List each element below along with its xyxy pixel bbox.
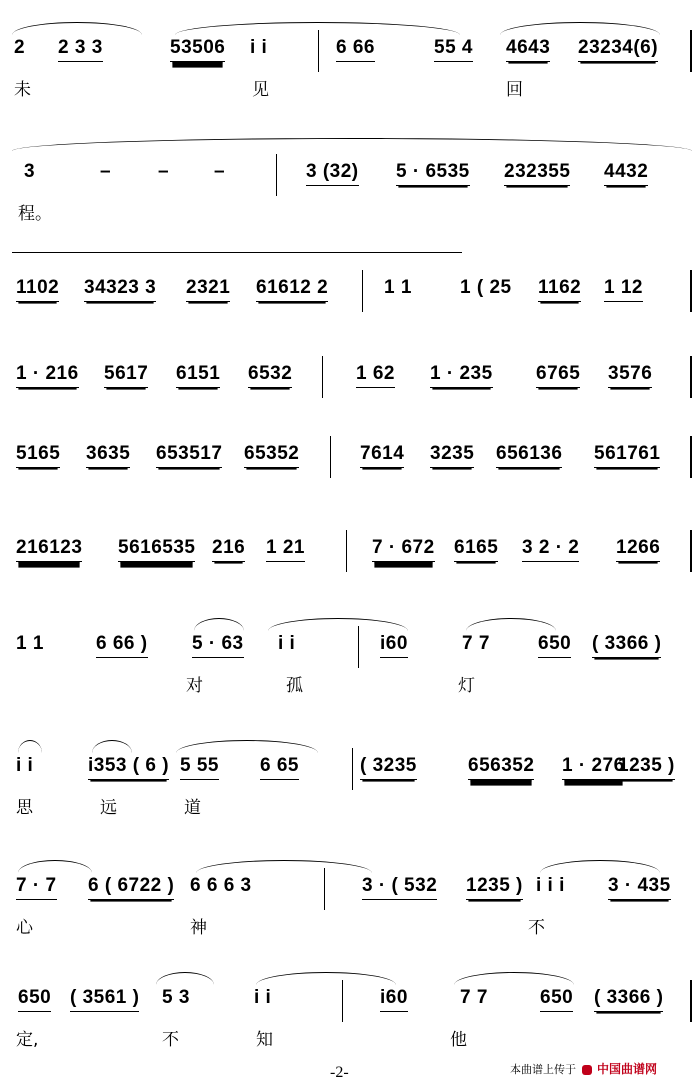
lyric: 道 [184, 798, 201, 818]
note-group: 61612 2 [256, 276, 328, 302]
source-credit [510, 1060, 657, 1077]
note-group: 232355 [504, 160, 570, 186]
note-group: 1 62 [356, 362, 395, 388]
slur [12, 252, 462, 265]
note-group: 5 · 63 [192, 632, 244, 658]
note-group: 6 66 [336, 36, 375, 62]
slur [12, 22, 142, 35]
note-group: ( 3366 ) [594, 986, 663, 1012]
bar-line [690, 436, 692, 478]
bar-line [362, 270, 363, 312]
note-group: 7 7 [460, 987, 488, 1008]
site-logo-text: 中国曲谱网 [597, 1062, 658, 1076]
lyric: 远 [100, 798, 117, 818]
bar-line [342, 980, 343, 1022]
slur [18, 860, 92, 873]
note-group: 5 3 [162, 987, 190, 1008]
note-group: 3576 [608, 362, 652, 388]
note-group: 1 · 276 [562, 754, 625, 780]
note-group: 5617 [104, 362, 148, 388]
note-group: 2 [14, 37, 26, 58]
site-logo-icon [582, 1065, 592, 1075]
source-text: 本曲谱上传于 [510, 1063, 576, 1076]
slur [18, 740, 42, 753]
bar-line [690, 356, 692, 398]
slur [12, 138, 692, 151]
bar-line [690, 270, 692, 312]
lyric: 灯 [458, 676, 475, 696]
slur [454, 972, 574, 985]
bar-line [330, 436, 331, 478]
note-group: 5 55 [180, 754, 219, 780]
note-group: 5 · 6535 [396, 160, 470, 186]
slur [156, 972, 214, 985]
note-group: 1 21 [266, 536, 305, 562]
note-group: 6 66 ) [96, 632, 148, 658]
note-group: 2 3 3 [58, 36, 103, 62]
lyric: 见 [252, 80, 269, 100]
lyric: 程。 [18, 204, 52, 224]
note-group: 1 · 216 [16, 362, 79, 388]
note-group: 3635 [86, 442, 130, 468]
slur [194, 618, 244, 631]
note-group: 7 7 [462, 633, 490, 654]
lyric: 心 [16, 918, 33, 938]
slur [256, 972, 396, 985]
note-group: 65352 [244, 442, 299, 468]
note-group: 7 · 672 [372, 536, 435, 562]
note-group: 1235 ) [618, 754, 675, 780]
note-group: 6765 [536, 362, 580, 388]
bar-line [690, 530, 692, 572]
bar-line [318, 30, 319, 72]
lyric: 知 [256, 1030, 273, 1050]
lyric: 对 [186, 676, 203, 696]
note-group: 6 6 6 3 [190, 875, 252, 896]
bar-line [346, 530, 347, 572]
note-group: 3 2 · 2 [522, 536, 579, 562]
note-group: i i [278, 633, 296, 654]
bar-line [690, 980, 692, 1022]
note-group: i i [254, 987, 272, 1008]
note-group: 1 ( 25 [460, 277, 512, 298]
slur [500, 22, 660, 35]
note-group: 7614 [360, 442, 404, 468]
note-group: 216123 [16, 536, 82, 562]
note-group: 1102 [16, 276, 59, 302]
note-group: ( 3561 ) [70, 986, 139, 1012]
note-group: 4432 [604, 160, 648, 186]
note-group: 656136 [496, 442, 562, 468]
note-group: 1 1 [384, 277, 412, 298]
lyric: 神 [190, 918, 207, 938]
note-group: 1 · 235 [430, 362, 493, 388]
note-group: 55 4 [434, 36, 473, 62]
note-group: 6151 [176, 362, 220, 388]
slur [196, 860, 372, 873]
note-group: – [158, 161, 170, 182]
lyric: 未 [14, 80, 31, 100]
lyric: 孤 [286, 676, 303, 696]
lyric: 不 [528, 918, 545, 938]
note-group: i60 [380, 632, 408, 658]
slur [466, 618, 556, 631]
bar-line [322, 356, 323, 398]
note-group: i i [250, 37, 268, 58]
note-group: 1235 ) [466, 874, 523, 900]
note-group: 6532 [248, 362, 292, 388]
lyric: 不 [162, 1030, 179, 1050]
note-group: 1266 [616, 536, 660, 562]
note-group: 23234(6) [578, 36, 658, 62]
page-number: -2- [330, 1064, 349, 1081]
note-group: 653517 [156, 442, 222, 468]
note-group: i i i [536, 875, 565, 896]
bar-line [324, 868, 325, 910]
note-group: 3 · 435 [608, 874, 671, 900]
note-group: – [214, 161, 226, 182]
lyric: 定, [16, 1030, 39, 1050]
note-group: 656352 [468, 754, 534, 780]
note-group: i353 ( 6 ) [88, 754, 169, 780]
slur [540, 860, 660, 873]
bar-line [358, 626, 359, 668]
note-group: 1 1 [16, 633, 44, 654]
note-group: 3 [24, 161, 36, 182]
note-group: 561761 [594, 442, 660, 468]
note-group: 216 [212, 536, 245, 562]
note-group: 53506 [170, 36, 225, 62]
note-group: 1162 [538, 276, 581, 302]
note-group: i60 [380, 986, 408, 1012]
lyric: 回 [506, 80, 523, 100]
note-group: 5616535 [118, 536, 195, 562]
note-group: ( 3366 ) [592, 632, 661, 658]
note-group: 1 12 [604, 276, 643, 302]
lyric: 思 [16, 798, 33, 818]
note-group: ( 3235 [360, 754, 417, 780]
note-group: 6165 [454, 536, 498, 562]
bar-line [352, 748, 353, 790]
note-group: 3235 [430, 442, 474, 468]
note-group: 3 · ( 532 [362, 874, 437, 900]
note-group: i i [16, 755, 34, 776]
note-group: 6 ( 6722 ) [88, 874, 174, 900]
note-group: 650 [18, 986, 51, 1012]
note-group: 650 [538, 632, 571, 658]
note-group: 5165 [16, 442, 60, 468]
note-group: 3 (32) [306, 160, 359, 186]
note-group: – [100, 161, 112, 182]
bar-line [690, 30, 692, 72]
slur [268, 618, 408, 631]
note-group: 4643 [506, 36, 550, 62]
note-group: 650 [540, 986, 573, 1012]
note-group: 2321 [186, 276, 230, 302]
slur [92, 740, 132, 753]
note-group: 7 · 7 [16, 874, 57, 900]
note-group: 34323 3 [84, 276, 156, 302]
note-group: 6 65 [260, 754, 299, 780]
lyric: 他 [450, 1030, 467, 1050]
bar-line [276, 154, 277, 196]
slur [176, 740, 318, 753]
